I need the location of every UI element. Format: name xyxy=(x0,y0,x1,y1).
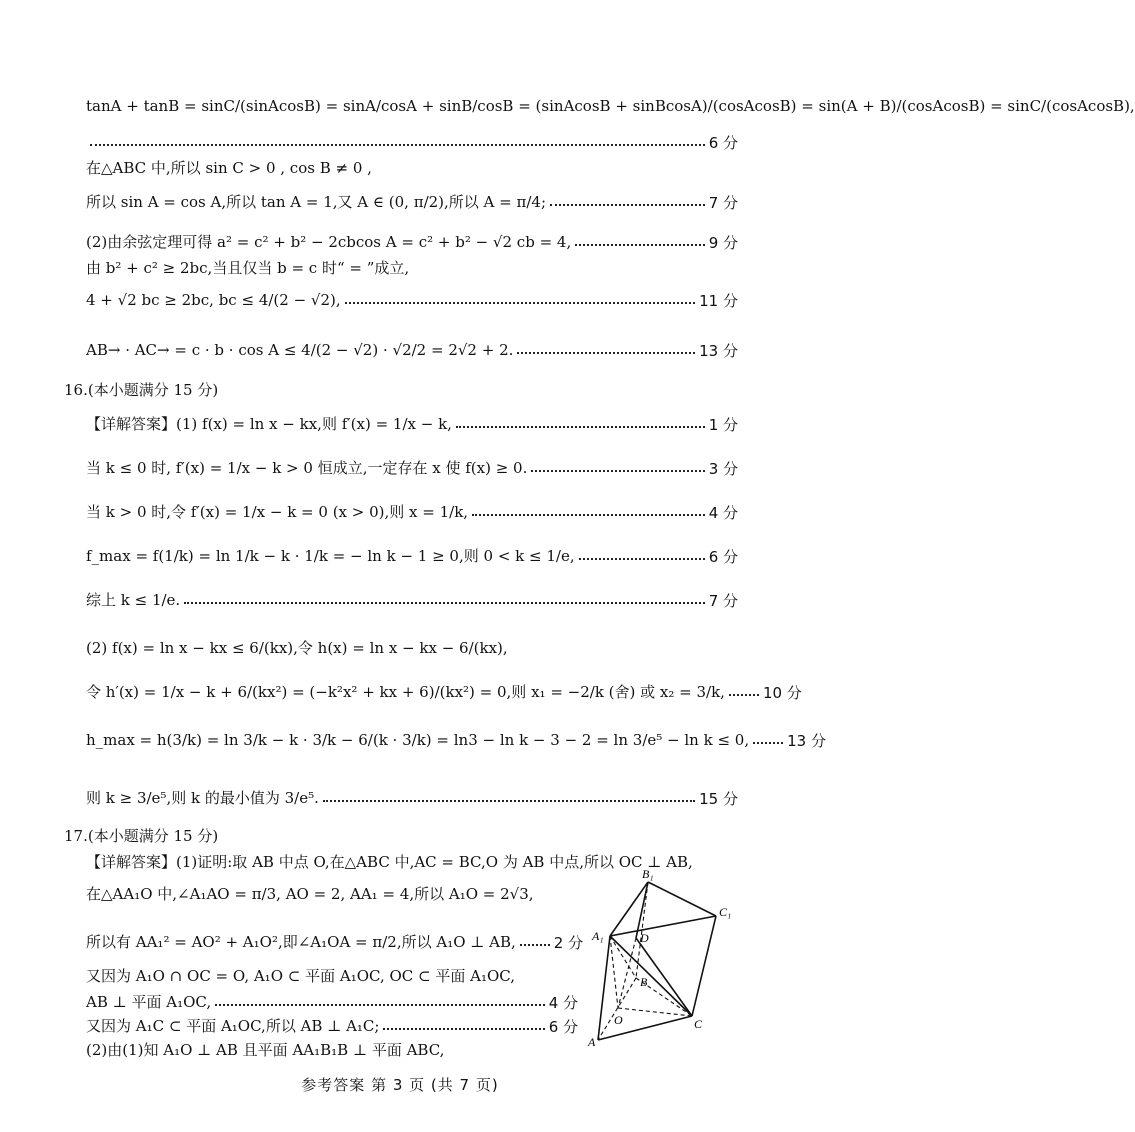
line-12 xyxy=(86,502,738,523)
line-17 xyxy=(86,730,826,751)
line-text: 当 k ≤ 0 时, f′(x) = 1/x − k > 0 恒成立,一定存在 x 使 f(x) ≥ 0. xyxy=(86,459,528,478)
line-8 xyxy=(86,340,738,361)
line-23 xyxy=(86,966,578,986)
score-label: 6 分 xyxy=(708,548,738,566)
label-A: A xyxy=(588,1035,596,1049)
leader-dots xyxy=(456,426,705,428)
leader-dots xyxy=(345,302,696,304)
leader-dots xyxy=(517,352,695,354)
line-text: (2) f(x) = ln x − kx ≤ 6/(kx),令 h(x) = ln x − kx − 6/(kx), xyxy=(86,639,508,657)
line-11 xyxy=(86,458,738,479)
line-25 xyxy=(86,1016,578,1037)
line-text: 在△AA₁O 中,∠A₁AO = π/3, AO = 2, AA₁ = 4,所以 A₁O = 2√3, xyxy=(86,885,534,903)
leader-dots xyxy=(323,800,695,802)
line-text: (2)由余弦定理可得 a² = c² + b² − 2cbcos A = c² + b² − √2 cb = 4, xyxy=(86,233,572,252)
line-text: 16.(本小题满分 15 分) xyxy=(64,381,219,399)
question-16-header xyxy=(64,380,716,400)
leader-dots xyxy=(579,558,705,560)
line-text: 则 k ≥ 3/e⁵,则 k 的最小值为 3/e⁵. xyxy=(86,789,319,808)
leader-dots xyxy=(550,204,705,206)
leader-dots xyxy=(575,244,704,246)
leader-dots xyxy=(383,1028,544,1030)
label-B: B xyxy=(640,975,648,989)
page-footer: 参考答案 第 3 页 (共 7 页) xyxy=(301,1076,499,1094)
line-text: 17.(本小题满分 15 分) xyxy=(64,827,219,845)
line-text: 又因为 A₁C ⊂ 平面 A₁OC,所以 AB ⊥ A₁C; xyxy=(86,1017,380,1036)
line-5 xyxy=(86,232,738,253)
line-6 xyxy=(86,258,738,278)
line-22 xyxy=(86,932,584,953)
line-text: 综上 k ≤ 1/e. xyxy=(86,591,181,610)
line-text: 当 k > 0 时,令 f′(x) = 1/x − k = 0 (x > 0),则 x = 1/k, xyxy=(86,503,469,522)
line-18 xyxy=(86,788,738,809)
score-label: 2 分 xyxy=(553,934,584,952)
label-D: D xyxy=(640,931,649,945)
line-26 xyxy=(86,1040,578,1060)
score-label: 1 分 xyxy=(708,416,738,434)
line-text: 4 + √2 bc ≥ 2bc, bc ≤ 4/(2 − √2), xyxy=(86,291,341,310)
line-text: h_max = h(3/k) = ln 3/k − k · 3/k − 6/(k · 3/k) = ln3 − ln k − 3 − 2 = ln 3/e⁵ − ln k ≤ 0, xyxy=(86,731,750,750)
line-4 xyxy=(86,192,738,213)
line-text: 在△ABC 中,所以 sin C > 0 , cos B ≠ 0 , xyxy=(86,159,372,177)
label-C: C xyxy=(694,1017,703,1031)
line-text: 由 b² + c² ≥ 2bc,当且仅当 b = c 时“ = ”成立, xyxy=(86,259,410,277)
score-label: 10 分 xyxy=(762,684,802,702)
leader-dots xyxy=(184,602,704,604)
question-17-header xyxy=(64,826,716,846)
line-13 xyxy=(86,546,738,567)
line-text: 【详解答案】(1) f(x) = ln x − kx,则 f′(x) = 1/x − k, xyxy=(86,415,452,434)
line-2 xyxy=(86,132,738,153)
leader-dots xyxy=(90,144,705,146)
line-text: f_max = f(1/k) = ln 1/k − k · 1/k = − ln k − 1 ≥ 0,则 0 < k ≤ 1/e, xyxy=(86,547,575,566)
score-label: 15 分 xyxy=(699,790,738,808)
prism-diagram xyxy=(588,868,758,1048)
leader-dots xyxy=(520,944,550,946)
line-7 xyxy=(86,290,738,311)
line-text: 令 h′(x) = 1/x − k + 6/(kx²) = (−k²x² + kx + 6)/(kx²) = 0,则 x₁ = −2/k (舍) 或 x₂ = 3/k, xyxy=(86,683,725,702)
score-label: 6 分 xyxy=(708,134,738,152)
label-O: O xyxy=(614,1013,623,1027)
line-10 xyxy=(86,414,738,435)
label-B1: B₁ xyxy=(642,867,654,881)
line-14 xyxy=(86,590,738,611)
line-15 xyxy=(86,638,738,658)
line-3 xyxy=(86,158,738,178)
leader-dots xyxy=(472,514,705,516)
score-label: 7 分 xyxy=(708,592,738,610)
line-text: (2)由(1)知 A₁O ⊥ AB 且平面 AA₁B₁B ⊥ 平面 ABC, xyxy=(86,1041,445,1059)
score-label: 3 分 xyxy=(708,460,738,478)
line-text: tanA + tanB = sinC/(sinAcosB) = sinA/cosA + sinB/cosB = (sinAcosB + sinBcosA)/(cosAcosB) = sin(A + B)/(cosAcosB) = sinC/(cosAcosB), xyxy=(86,97,1135,115)
prism-figure xyxy=(588,868,758,1048)
line-1 xyxy=(86,96,1135,116)
score-label: 7 分 xyxy=(708,194,738,212)
line-21 xyxy=(86,884,578,904)
score-label: 13 分 xyxy=(699,342,738,360)
score-label: 4 分 xyxy=(708,504,738,522)
score-label: 13 分 xyxy=(787,732,826,750)
score-label: 11 分 xyxy=(699,292,738,310)
score-label: 4 分 xyxy=(548,994,578,1012)
leader-dots xyxy=(531,470,704,472)
label-A1: A₁ xyxy=(592,929,604,943)
line-text: 所以有 AA₁² = AO² + A₁O²,即∠A₁OA = π/2,所以 A₁O ⊥ AB, xyxy=(86,933,516,952)
leader-dots xyxy=(729,694,759,696)
line-text: 所以 sin A = cos A,所以 tan A = 1,又 A ∈ (0, π/2),所以 A = π/4; xyxy=(86,193,547,212)
label-C1: C₁ xyxy=(719,905,732,919)
line-24 xyxy=(86,992,578,1013)
line-text: 又因为 A₁O ∩ OC = O, A₁O ⊂ 平面 A₁OC, OC ⊂ 平面 A₁OC, xyxy=(86,967,515,985)
leader-dots xyxy=(753,742,783,744)
line-text: AB→ · AC→ = c · b · cos A ≤ 4/(2 − √2) · √2/2 = 2√2 + 2. xyxy=(86,341,514,360)
line-text: 【详解答案】(1)证明:取 AB 中点 O,在△ABC 中,AC = BC,O 为 AB 中点,所以 OC ⊥ AB, xyxy=(86,853,693,871)
line-16 xyxy=(86,682,802,703)
score-label: 9 分 xyxy=(708,234,738,252)
line-text: AB ⊥ 平面 A₁OC, xyxy=(86,993,212,1012)
score-label: 6 分 xyxy=(548,1018,578,1036)
leader-dots xyxy=(215,1004,545,1006)
